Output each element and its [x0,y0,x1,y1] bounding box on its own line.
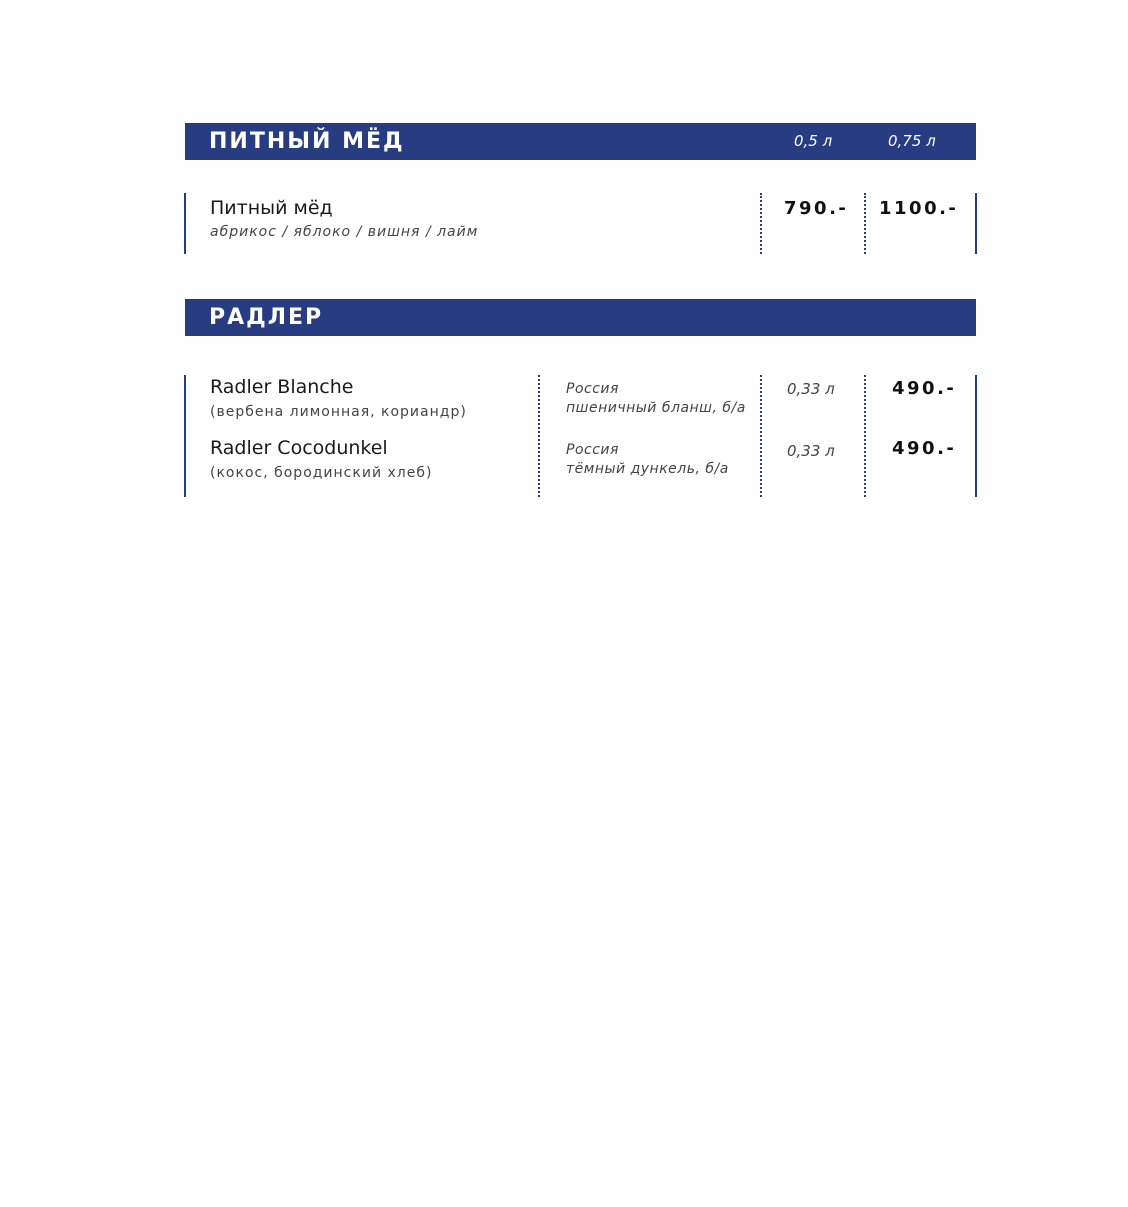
item-price-1: 790.- [784,198,849,219]
radler-section-header [185,299,976,336]
mead-volume-header-1: 0,5 л [794,132,833,150]
item-price: 490.- [892,438,957,459]
item-country: Россия [566,442,619,458]
mead-volume-header-2: 0,75 л [888,132,936,150]
dotted-separator [760,375,762,497]
item-name: Radler Cocodunkel [210,437,388,459]
item-volume: 0,33 л [787,380,835,398]
dotted-separator [864,193,866,254]
item-name: Radler Blanche [210,376,354,398]
radler-items-block [184,375,977,497]
item-description: абрикос / яблоко / вишня / лайм [210,224,479,240]
item-volume: 0,33 л [787,442,835,460]
item-country: Россия [566,381,619,397]
item-price-2: 1100.- [879,198,959,219]
mead-items-block [184,193,977,254]
item-description: (вербена лимонная, кориандр) [210,404,467,420]
dotted-separator [538,375,540,497]
item-style: тёмный дункель, б/а [566,461,729,477]
item-price: 490.- [892,378,957,399]
item-description: (кокос, бородинский хлеб) [210,465,433,481]
dotted-separator [760,193,762,254]
mead-section-header [185,123,976,160]
radler-section-title: РАДЛЕР [209,305,324,330]
item-style: пшеничный бланш, б/а [566,400,746,416]
item-name: Питный мёд [210,197,333,219]
dotted-separator [864,375,866,497]
mead-section-title: ПИТНЫЙ МЁД [209,129,405,154]
